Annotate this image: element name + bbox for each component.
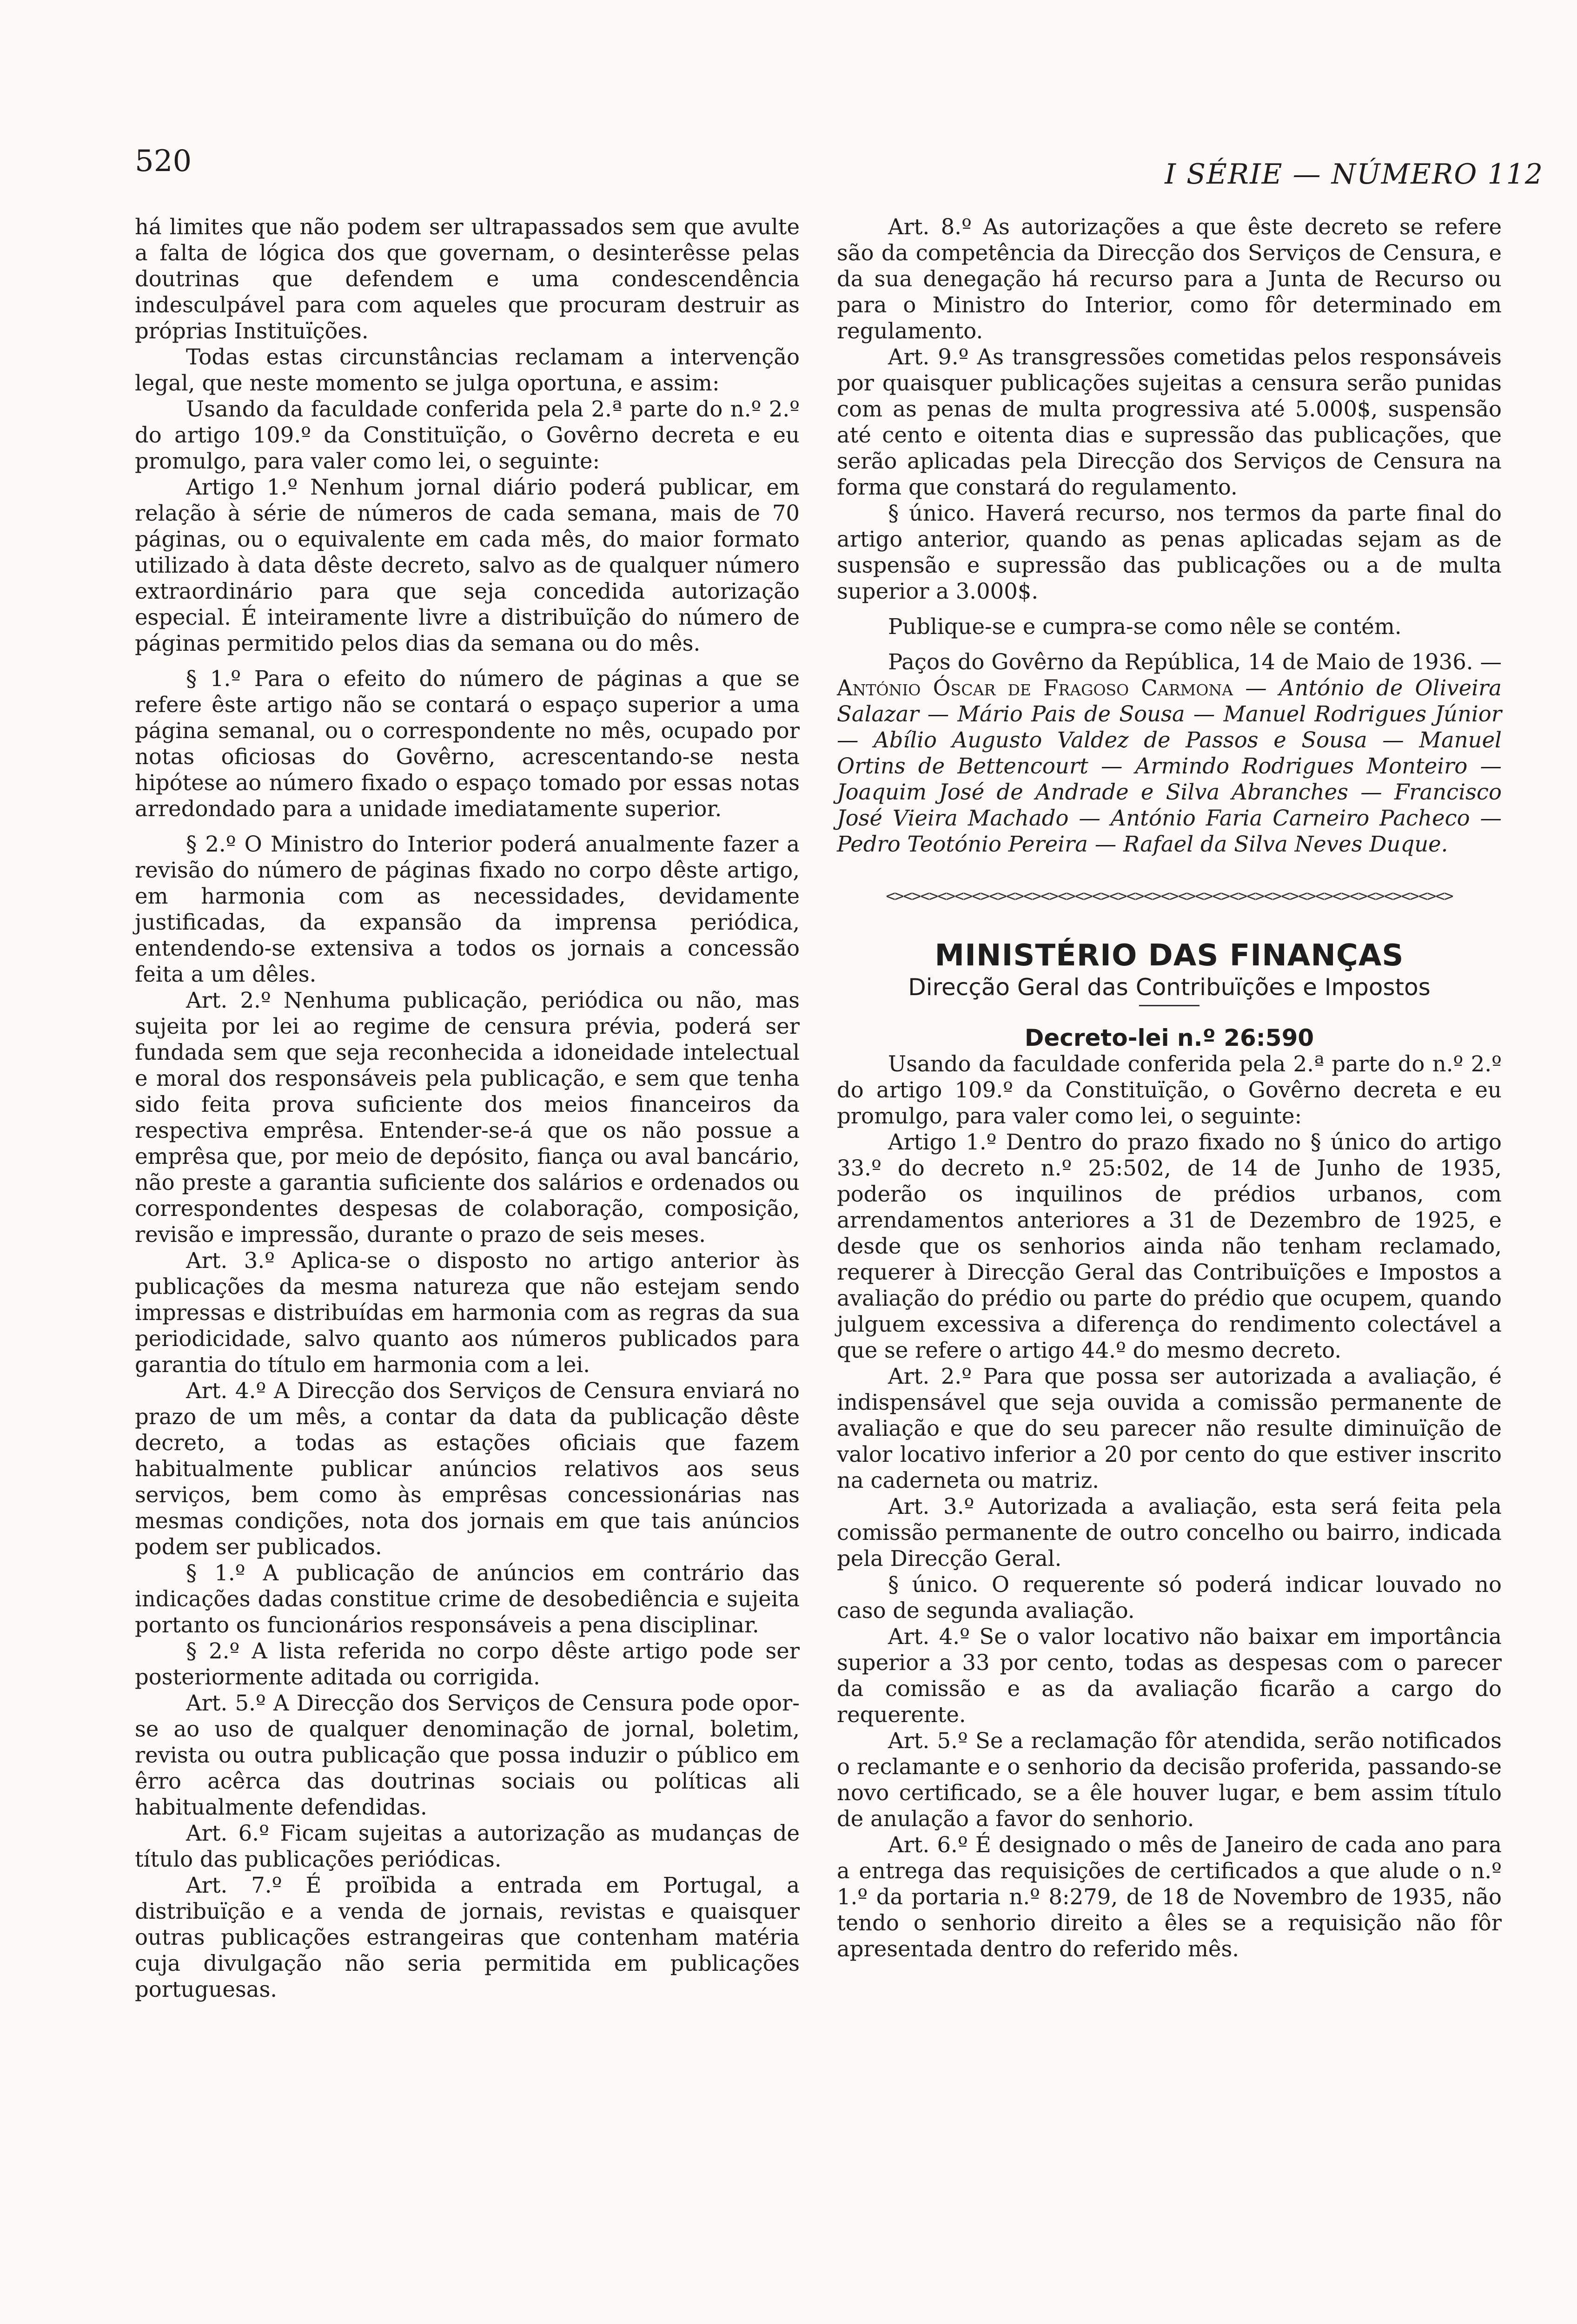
signature-intro: Paços do Govêrno da República, 14 de Maio de 1936. — xyxy=(888,649,1502,674)
signature-ministers: — António de Oliveira Salazar — Mário Pais de Sousa — Manuel Rodrigues Júnior — Abílio Augusto Valdez de Passos e Sousa — Manuel Ortins de Bettencourt — Armindo Rodrigues Monteiro — Joaquim José de Andrade e Silva Abranches — Francisco José Vieira Machado — António Faria Carneiro Pacheco — Pedro Teotónio Pereira — Rafael da Silva Neves Duque. xyxy=(837,675,1502,857)
article-6: Art. 6.º Ficam sujeitas a autorização as mudanças de título das publicações periódicas. xyxy=(135,1821,800,1872)
ministry-heading: MINISTÉRIO DAS FINANÇAS xyxy=(934,938,1404,973)
paragraph: há limites que não podem ser ultrapassados sem que avulte a falta de lógica dos que governam, o desinterêsse pelas doutrinas que defendem e uma condescendência indesculpável para com aqueles que procuram destruir as próprias Instituïções. xyxy=(135,214,800,343)
signature-block xyxy=(837,649,1502,857)
article-1-para-1: § 1.º Para o efeito do número de páginas a que se refere êste artigo não se contará o espaço superior a uma página semanal, ou o correspondente no mês, ocupado por notas oficiosas do Govêrno, acrescentando-se nesta hipótese ao número fixado o espaço tomado por essas notas arredondado para a unidade imediatamente superior. xyxy=(135,666,800,821)
decree-preamble: Usando da faculdade conferida pela 2.ª parte do n.º 2.º do artigo 109.º da Constituïção, o Govêrno decreta e eu promulgo, para valer como lei, o seguinte: xyxy=(837,1051,1502,1129)
article-5: Art. 5.º A Direcção dos Serviços de Censura pode opor-se ao uso de qualquer denominação de jornal, boletim, revista ou outra publicação que possa induzir o público em êrro acêrca das doutrinas sociais ou políticas ali habitualmente defendidas. xyxy=(135,1690,800,1820)
decree-article-5: Art. 5.º Se a reclamação fôr atendida, serão notificados o reclamante e o senhorio da decisão proferida, passando-se novo certificado, se a êle houver lugar, e bem assim título de anulação a favor do senhorio. xyxy=(837,1728,1502,1831)
article-2: Art. 2.º Nenhuma publicação, periódica ou não, mas sujeita por lei ao regime de censura prévia, poderá ser fundada sem que seja reconhecida a idoneidade intelectual e moral dos responsáveis pela publicação, e sem que tenha sido feita prova suficiente dos meios financeiros da respectiva emprêsa. Entender-se-á que os não possue a emprêsa que, por meio de depósito, fiança ou aval bancário, não preste a garantia suficiente dos salários e ordenados ou correspondentes despesas de colaboração, composição, revisão e impressão, durante o prazo de seis meses. xyxy=(135,988,800,1247)
paragraph: Usando da faculdade conferida pela 2.ª parte do n.º 2.º do artigo 109.º da Constituïção, o Govêrno decreta e eu promulgo, para valer como lei, o seguinte: xyxy=(135,396,800,474)
publication-order: Publique-se e cumpra-se como nêle se contém. xyxy=(888,614,1402,639)
article-9: Art. 9.º As transgressões cometidas pelos responsáveis por quaisquer publicações sujeitas a censura serão punidas com as penas de multa progressiva até 5.000$, suspensão até cento e oitenta dias e supressão das publicações, que serão aplicadas pela Direcção dos Serviços de Censura na forma que constará do regulamento. xyxy=(837,344,1502,500)
decree-article-4: Art. 4.º Se o valor locativo não baixar em importância superior a 33 por cento, todas as despesas com o parecer da comissão e as da avaliação ficarão a cargo do requerente. xyxy=(837,1624,1502,1727)
article-8: Art. 8.º As autorizações a que êste decreto se refere são da competência da Direcção dos Serviços de Censura, e da sua denegação há recurso para a Junta de Recurso ou para o Ministro do Interior, como fôr determinado em regulamento. xyxy=(837,214,1502,343)
paragraph: Todas estas circunstâncias reclamam a intervenção legal, que neste momento se julga oportuna, e assim: xyxy=(135,344,800,396)
direction-heading: Direcção Geral das Contribuïções e Impostos xyxy=(908,974,1431,1001)
decree-title: Decreto-lei n.º 26:590 xyxy=(1024,1024,1314,1051)
ornament-divider: <><><><><><><><><><><><><><><><><><><><><><><><><><><><><><><><><> xyxy=(886,887,1453,905)
decree-article-3: Art. 3.º Autorizada a avaliação, esta será feita pela comissão permanente de outro concelho ou bairro, indicada pela Direcção Geral. xyxy=(837,1494,1502,1571)
left-column xyxy=(135,214,800,2002)
decree-article-2: Art. 2.º Para que possa ser autorizada a avaliação, é indispensável que seja ouvida a comissão permanente de avaliação e que do seu parecer não resulte diminuïção de valor locativo inferior a 20 por cento do que estiver inscrito na caderneta ou matriz. xyxy=(837,1364,1502,1493)
decree-article-3-sole-para: § único. O requerente só poderá indicar louvado no caso de segunda avaliação. xyxy=(837,1572,1502,1623)
article-4-para-1: § 1.º A publicação de anúncios em contrário das indicações dadas constitue crime de desobediência e sujeita portanto os funcionários responsáveis a pena disciplinar. xyxy=(135,1560,800,1637)
page-number: 520 xyxy=(135,144,192,178)
article-7: Art. 7.º É proïbida a entrada em Portugal, a distribuïção e a venda de jornais, revistas e quaisquer outras publicações estrangeiras que contenham matéria cuja divulgação não seria permitida em publicações portuguesas. xyxy=(135,1873,800,2002)
decree-article-6: Art. 6.º É designado o mês de Janeiro de cada ano para a entrega das requisições de certificados a que alude o n.º 1.º da portaria n.º 8:279, de 18 de Novembro de 1935, não tendo o senhorio direito a êles se a requisição não fôr apresentada dentro do referido mês. xyxy=(837,1832,1502,1961)
right-column xyxy=(837,214,1502,1962)
article-4: Art. 4.º A Direcção dos Serviços de Censura enviará no prazo de um mês, a contar da data da publicação dêste decreto, a todas as estações oficiais que fazem habitualmente publicar anúncios relativos aos seus serviços, bem como às emprêsas concessionárias nas mesmas condições, nota dos jornais em que tais anúncios podem ser publicados. xyxy=(135,1378,800,1559)
signature-president: António Óscar de Fragoso Carmona xyxy=(837,675,1233,700)
article-1: Artigo 1.º Nenhum jornal diário poderá publicar, em relação à série de números de cada semana, mais de 70 páginas, ou o equivalente em cada mês, do maior formato utilizado à data dêste decreto, salvo as de qualquer número extraordinário para que seja concedida autorização especial. É inteiramente livre a distribuïção do número de páginas permitido pelos dias da semana ou do mês. xyxy=(135,475,800,656)
heading-rule xyxy=(1139,1005,1199,1006)
article-9-sole-para: § único. Haverá recurso, nos termos da parte final do artigo anterior, quando as penas aplicadas sejam as de suspensão e supressão das publicações ou a de multa superior a 3.000$. xyxy=(837,501,1502,604)
series-heading: I SÉRIE — NÚMERO 112 xyxy=(1165,158,1544,191)
article-4-para-2: § 2.º A lista referida no corpo dêste artigo pode ser posteriormente aditada ou corrigida. xyxy=(135,1638,800,1690)
article-1-para-2: § 2.º O Ministro do Interior poderá anualmente fazer a revisão do número de páginas fixado no corpo dêste artigo, em harmonia com as necessidades, devidamente justificadas, da expansão da imprensa periódica, entendendo-se extensiva a todos os jornais a concessão feita a um dêles. xyxy=(135,832,800,987)
article-3: Art. 3.º Aplica-se o disposto no artigo anterior às publicações da mesma natureza que não estejam sendo impressas e distribuídas em harmonia com as regras da sua periodicidade, salvo quanto aos números publicados para garantia do título em harmonia com a lei. xyxy=(135,1248,800,1377)
decree-article-1: Artigo 1.º Dentro do prazo fixado no § único do artigo 33.º do decreto n.º 25:502, de 14 de Junho de 1935, poderão os inquilinos de prédios urbanos, com arrendamentos anteriores a 31 de Dezembro de 1925, e desde que os senhorios ainda não tenham reclamado, requerer à Direcção Geral das Contribuïções e Impostos a avaliação do prédio ou parte do prédio que ocupem, quando julguem excessiva a diferença do rendimento colectável a que se refere o artigo 44.º do mesmo decreto. xyxy=(837,1129,1502,1363)
